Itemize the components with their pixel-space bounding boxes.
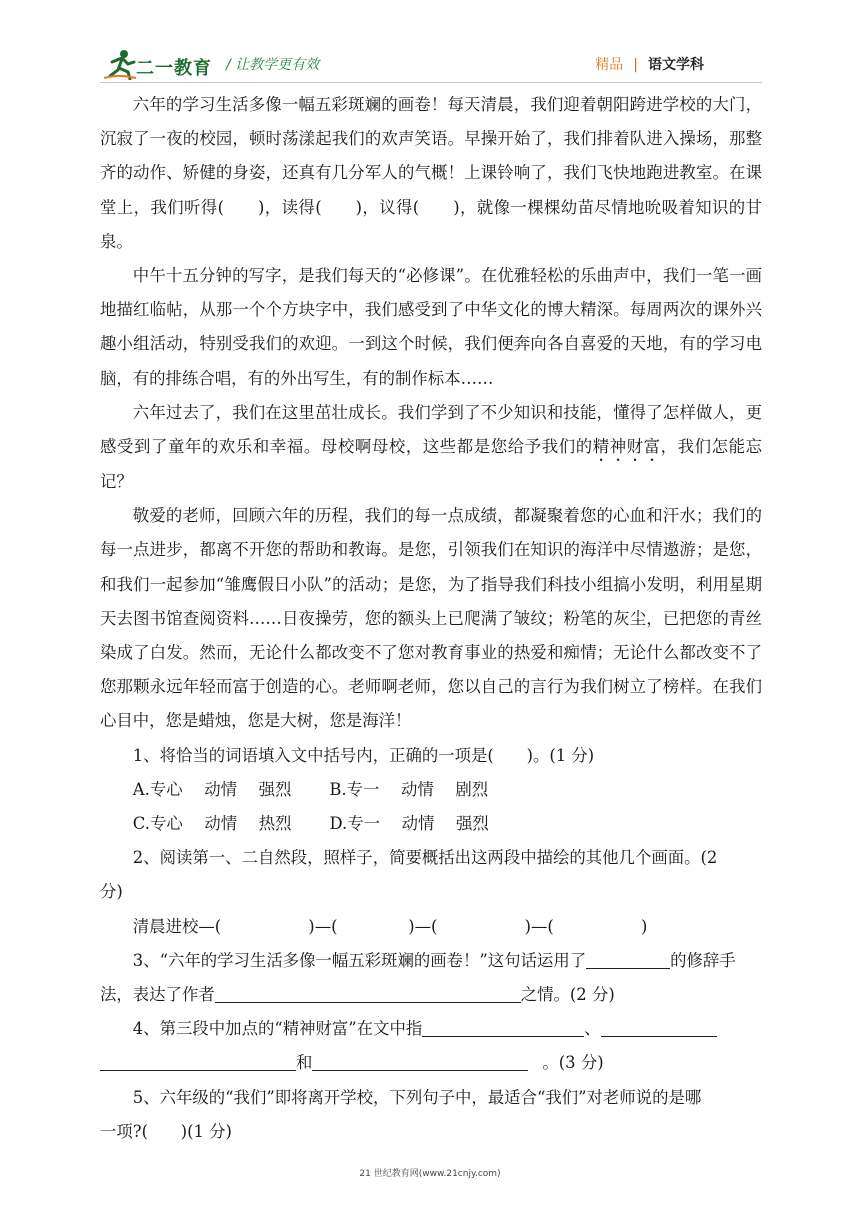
- runner-logo-icon: [104, 48, 138, 80]
- question-2-answer-template: 清晨进校—( )—( )—( )—( ): [132, 916, 648, 936]
- question-3-text-c: 法，表达了作者: [100, 985, 215, 1005]
- question-2-continued: 分): [100, 882, 123, 902]
- logo: [104, 48, 214, 82]
- header-separator: |: [633, 57, 638, 73]
- logo-text: 二一教育: [136, 58, 212, 79]
- passage-paragraph-3: [100, 396, 762, 499]
- slogan: / 让教学更有效: [226, 57, 320, 73]
- question-4-text-b: 、: [584, 1019, 601, 1039]
- paragraph-3-text-b: ，我们怎能忘记？: [100, 437, 763, 492]
- question-4-continued: [100, 1046, 762, 1080]
- answer-blank-wealth-3[interactable]: [100, 1054, 296, 1071]
- page-header: [0, 0, 860, 84]
- dotted-phrase: 精神财富: [592, 437, 661, 457]
- answer-blank-rhetoric[interactable]: [586, 951, 670, 968]
- question-3-continued: [100, 978, 762, 1012]
- question-5: 5、六年级的“我们”即将离开学校，下列句子中，最适合“我们”对老师说的是哪: [132, 1087, 702, 1107]
- question-5-continued: 一项?( )(1 分): [100, 1121, 232, 1141]
- passage-paragraph-4: 敬爱的老师，回顾六年的历程，我们的每一点成绩，都凝聚着您的心血和汗水；我们的每一点进步，都离不开您的帮助和教诲。是您，引领我们在知识的海洋中尽情遨游；是您，和我们一起参加“雏鹰假日小队”的活动；是您，为了指导我们科技小组搞小发明，利用星期天去图书馆查阅资料……日夜操劳，您的额头上已爬满了皱纹；粉笔的灰尘，已把您的青丝染成了白发。然而，无论什么都改变不了您对教育事业的热爱和痴情；无论什么都改变不了您那颗永远年轻而富于创造的心。老师啊老师，您以自己的言行为我们树立了榜样。在我们心目中，您是蜡烛，您是大树，您是海洋！: [100, 506, 762, 731]
- page-footer: 21 世纪教育网(www.21cnjy.com): [359, 1169, 501, 1179]
- answer-blank-emotion[interactable]: [215, 986, 521, 1003]
- passage-paragraph-2: 中午十五分钟的写字，是我们每天的“必修课”。在优雅轻松的乐曲声中，我们一笔一画地描红临帖，从那一个个方块字中，我们感受到了中华文化的博大精深。每周两次的课外兴趣小组活动，特别受我们的欢迎。一到这个时候，我们便奔向各自喜爱的天地，有的学习电脑，有的排练合唱，有的外出写生，有的制作标本……: [100, 266, 762, 388]
- question-3: [100, 944, 762, 978]
- answer-blank-wealth-4[interactable]: [312, 1054, 528, 1071]
- question-4-text-a: 4、第三段中加点的“精神财富”在文中指: [132, 1019, 423, 1039]
- question-1-options-ab: A.专心 动情 强烈 B.专一 动情 剧烈: [132, 779, 489, 799]
- passage-paragraph-1: 六年的学习生活多像一幅五彩斑斓的画卷！每天清晨，我们迎着朝阳跨进学校的大门，沉寂了一夜的校园，顿时荡漾起我们的欢声笑语。早操开始了，我们排着队进入操场，那整齐的动作、矫健的身姿，还真有几分军人的气概！上课铃响了，我们飞快地跑进教室。在课堂上，我们听得( )，读得( )，议得( )，就像一棵棵幼苗尽情地吮吸着知识的甘泉。: [100, 95, 762, 251]
- header-tags: [595, 54, 704, 74]
- answer-blank-wealth-1[interactable]: [422, 1020, 584, 1037]
- question-4: [100, 1012, 762, 1046]
- document-body: [100, 88, 762, 1149]
- question-2: 2、阅读第一、二自然段，照样子，简要概括出这两段中描绘的其他几个画面。(2: [132, 848, 718, 868]
- question-3-text-d: 之情。(2 分): [520, 985, 615, 1005]
- subject-tag: 语文学科: [648, 57, 704, 73]
- question-1-options-cd: C.专心 动情 热烈 D.专一 动情 强烈: [132, 814, 489, 834]
- quality-tag: 精品: [595, 57, 624, 73]
- question-1: 1、将恰当的词语填入文中括号内，正确的一项是( )。(1 分): [132, 745, 595, 765]
- question-4-text-c: 和: [296, 1053, 313, 1073]
- question-4-text-d: 。(3 分): [542, 1053, 604, 1073]
- question-3-text-b: 的修辞手: [670, 950, 736, 970]
- question-3-text-a: 3、“六年的学习生活多像一幅五彩斑斓的画卷！”这句话运用了: [132, 950, 587, 970]
- header-divider: [100, 82, 762, 83]
- answer-blank-wealth-2[interactable]: [601, 1020, 717, 1037]
- paragraph-3-text-a: 六年过去了，我们在这里茁壮成长。我们学到了不少知识和技能，懂得了怎样做人，更感受到了童年的欢乐和幸福。母校啊母校，这些都是您给予我们的: [100, 402, 762, 457]
